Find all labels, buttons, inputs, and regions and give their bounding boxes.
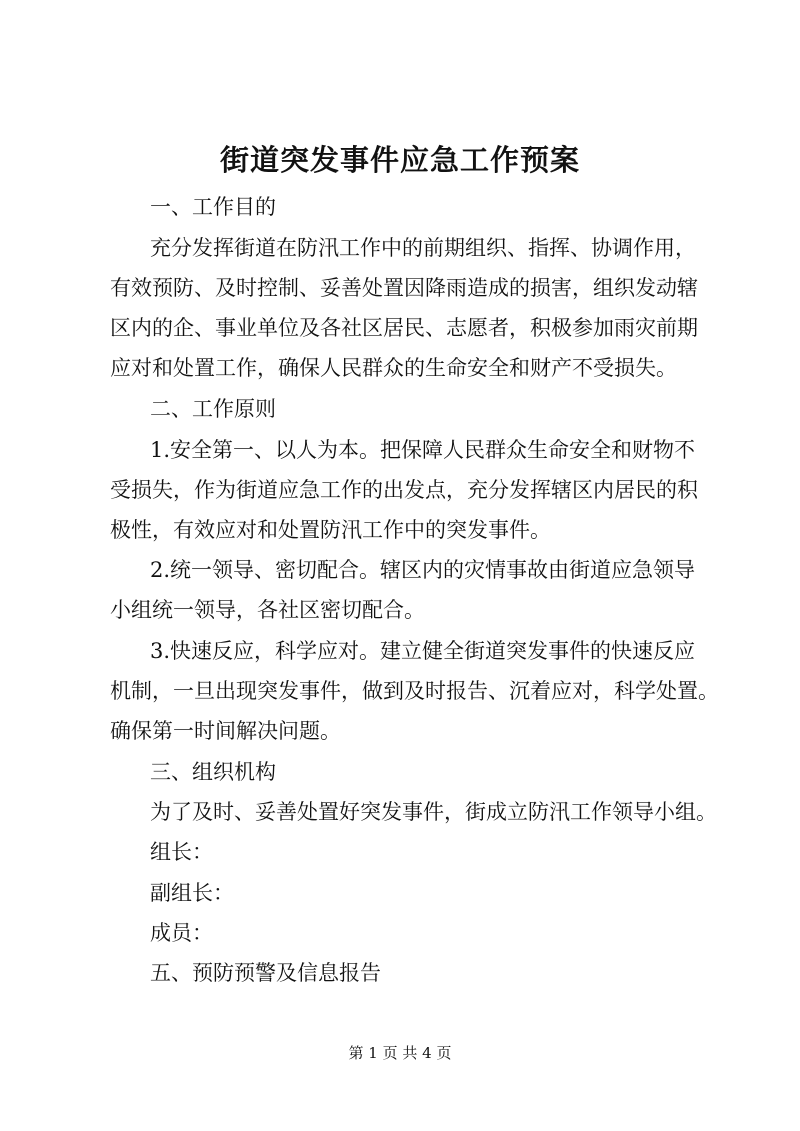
members-label: 成员： bbox=[150, 921, 213, 945]
paragraph-line: 1.安全第一、以人为本。把保障人民群众生命安全和财物不 bbox=[150, 438, 696, 462]
paragraph-line: 充分发挥街道在防汛工作中的前期组织、指挥、协调作用， bbox=[150, 236, 696, 260]
section-heading-principles: 二、工作原则 bbox=[150, 397, 276, 421]
paragraph-line: 机制，一旦出现突发事件，做到及时报告、沉着应对，科学处置。 bbox=[110, 679, 719, 703]
paragraph-line: 受损失，作为街道应急工作的出发点，充分发挥辖区内居民的积 bbox=[110, 478, 698, 502]
paragraph-line: 确保第一时间解决问题。 bbox=[110, 719, 341, 743]
paragraph-line: 3.快速反应，科学应对。建立健全街道突发事件的快速反应 bbox=[150, 639, 696, 663]
paragraph-line: 为了及时、妥善处置好突发事件，街成立防汛工作领导小组。 bbox=[150, 800, 717, 824]
paragraph-line: 区内的企、事业单位及各社区居民、志愿者，积极参加雨灾前期 bbox=[110, 316, 698, 340]
paragraph-line: 有效预防、及时控制、妥善处置因降雨造成的损害，组织发动辖 bbox=[110, 276, 698, 300]
paragraph-line: 极性，有效应对和处置防汛工作中的突发事件。 bbox=[110, 518, 551, 542]
paragraph-line: 应对和处置工作，确保人民群众的生命安全和财产不受损失。 bbox=[110, 356, 677, 380]
leader-label: 组长： bbox=[150, 840, 213, 864]
deputy-leader-label: 副组长： bbox=[150, 881, 234, 905]
page-footer: 第 1 页 共 4 页 bbox=[348, 1044, 452, 1062]
section-heading-warning: 五、预防预警及信息报告 bbox=[150, 961, 381, 985]
paragraph-line: 小组统一领导，各社区密切配合。 bbox=[110, 598, 425, 622]
section-heading-organization: 三、组织机构 bbox=[150, 760, 276, 784]
paragraph-line: 2.统一领导、密切配合。辖区内的灾情事故由街道应急领导 bbox=[150, 558, 696, 582]
document-title: 街道突发事件应急工作预案 bbox=[219, 143, 580, 177]
section-heading-purpose: 一、工作目的 bbox=[150, 195, 276, 219]
